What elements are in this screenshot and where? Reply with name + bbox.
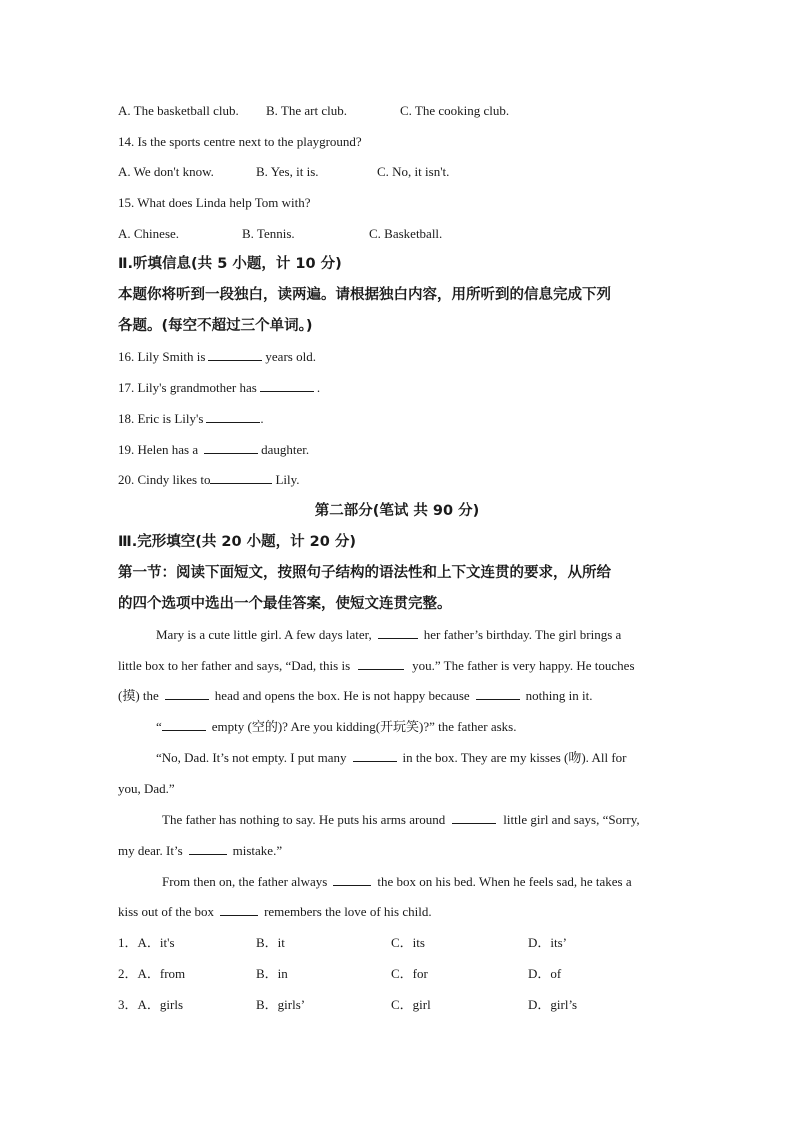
cloze-2-option-c[interactable]: C．for <box>391 966 428 981</box>
q18-item <box>118 411 264 427</box>
q14-option-b: B. Yes, it is. <box>256 164 319 179</box>
q20-text-before: 20. Cindy likes to <box>118 472 211 487</box>
cloze-2-option-d[interactable]: D．of <box>528 966 562 981</box>
passage-p2-line1 <box>156 719 516 735</box>
q15-option-a: A. Chinese. <box>118 226 180 241</box>
passage-text: remembers the love of his child. <box>264 904 432 919</box>
q15-option-c: C. Basketball. <box>369 226 443 241</box>
cloze-2-option-a[interactable]: 2．A．from <box>118 966 186 981</box>
q16-text-before: 16. Lily Smith is <box>118 349 206 364</box>
q18-text-after: . <box>260 411 264 426</box>
passage-p4-line1 <box>162 812 640 828</box>
passage-p1-line1 <box>156 627 621 643</box>
cloze-1-option-d[interactable]: D．its’ <box>528 935 568 950</box>
passage-p1-line3 <box>118 688 592 704</box>
cloze-1-option-c[interactable]: C．its <box>391 935 425 950</box>
section2-heading: Ⅱ.听填信息(共 5 小题，计 10 分) <box>118 256 342 272</box>
q19-text-after: daughter. <box>261 442 310 457</box>
passage-text: mistake.” <box>232 843 283 858</box>
cloze-blank-6[interactable] <box>353 750 397 762</box>
section2-instruction-line2: 各题。(每空不超过三个单词。) <box>118 318 313 334</box>
passage-text: “ <box>156 719 162 734</box>
q20-text-after: Lily. <box>275 472 300 487</box>
cloze-3-option-d[interactable]: D．girl’s <box>528 997 578 1012</box>
q17-item <box>118 380 320 396</box>
q17-text-before: 17. Lily's grandmother has <box>118 380 257 395</box>
section2-instruction-line1: 本题你将听到一段独白，读两遍。请根据独白内容，用所听到的信息完成下列 <box>118 287 611 303</box>
cloze-blank-4[interactable] <box>476 688 520 700</box>
passage-text: empty (空的)? Are you kidding(开玩笑)?” the father asks. <box>211 719 517 734</box>
passage-text: her father’s birthday. The girl brings a <box>423 627 622 642</box>
passage-text: little box to her father and says, “Dad, this is <box>118 658 351 673</box>
cloze-3-option-a[interactable]: 3．A．girls <box>118 997 184 1012</box>
q14-question: 14. Is the sports centre next to the playground? <box>118 134 362 149</box>
q17-blank[interactable] <box>260 380 314 392</box>
q16-text-after: years old. <box>265 349 316 364</box>
passage-text: little girl and says, “Sorry, <box>503 812 640 827</box>
q20-item <box>118 472 300 488</box>
q14-option-a: A. We don't know. <box>118 164 214 179</box>
q19-blank[interactable] <box>204 442 258 454</box>
passage-p4-line2 <box>118 843 282 859</box>
passage-text: in the box. They are my kisses (吻). All for <box>402 750 627 765</box>
cloze-blank-10[interactable] <box>220 904 258 916</box>
q20-blank[interactable] <box>210 472 272 484</box>
passage-text: (摸) the <box>118 688 159 703</box>
cloze-blank-2[interactable] <box>358 658 404 670</box>
passage-text: nothing in it. <box>525 688 593 703</box>
section3-instruction-line2: 的四个选项中选出一个最佳答案，使短文连贯完整。 <box>118 596 452 612</box>
passage-p3-line1 <box>156 750 627 766</box>
passage-text: kiss out of the box <box>118 904 215 919</box>
q19-text-before: 19. Helen has a <box>118 442 199 457</box>
q15-question: 15. What does Linda help Tom with? <box>118 195 311 210</box>
q14-option-c: C. No, it isn't. <box>377 164 450 179</box>
passage-p1-line2 <box>118 658 635 674</box>
q16-item <box>118 349 316 365</box>
cloze-blank-7[interactable] <box>452 812 496 824</box>
cloze-3-option-c[interactable]: C．girl <box>391 997 431 1012</box>
passage-p5-line1 <box>162 874 632 890</box>
cloze-3-option-b[interactable]: B．girls’ <box>256 997 306 1012</box>
cloze-1-option-b[interactable]: B．it <box>256 935 285 950</box>
passage-p5-line2 <box>118 904 432 920</box>
section3-instruction-line1: 第一节：阅读下面短文，按照句子结构的语法性和上下文连贯的要求，从所给 <box>118 565 611 581</box>
q15-option-b: B. Tennis. <box>242 226 295 241</box>
passage-text: the box on his bed. When he feels sad, he takes a <box>377 874 632 889</box>
part2-title: 第二部分(笔试 共 90 分) <box>314 503 480 519</box>
passage-text: “No, Dad. It’s not empty. I put many <box>156 750 347 765</box>
q17-text-after: . <box>316 380 321 395</box>
q16-blank[interactable] <box>208 349 262 361</box>
passage-text: From then on, the father always <box>162 874 328 889</box>
passage-text: head and opens the box. He is not happy because <box>214 688 470 703</box>
q13-option-a: A. The basketball club. <box>118 103 239 118</box>
passage-text: you.” The father is very happy. He touches <box>412 658 635 673</box>
q13-option-c: C. The cooking club. <box>400 103 510 118</box>
passage-text: my dear. It’s <box>118 843 183 858</box>
q18-text-before: 18. Eric is Lily's <box>118 411 204 426</box>
cloze-blank-8[interactable] <box>189 843 227 855</box>
passage-p3-line2: you, Dad.” <box>118 781 175 796</box>
q13-option-b: B. The art club. <box>266 103 347 118</box>
q19-item <box>118 442 309 458</box>
cloze-blank-5[interactable] <box>162 719 206 731</box>
cloze-1-option-a[interactable]: 1．A．it's <box>118 935 175 950</box>
cloze-blank-3[interactable] <box>165 688 209 700</box>
cloze-2-option-b[interactable]: B．in <box>256 966 288 981</box>
cloze-blank-1[interactable] <box>378 627 418 639</box>
passage-text: Mary is a cute little girl. A few days later, <box>156 627 372 642</box>
cloze-blank-9[interactable] <box>333 874 371 886</box>
passage-text: The father has nothing to say. He puts his arms around <box>162 812 446 827</box>
q18-blank[interactable] <box>206 411 260 423</box>
section3-heading: Ⅲ.完形填空(共 20 小题，计 20 分) <box>118 534 357 550</box>
